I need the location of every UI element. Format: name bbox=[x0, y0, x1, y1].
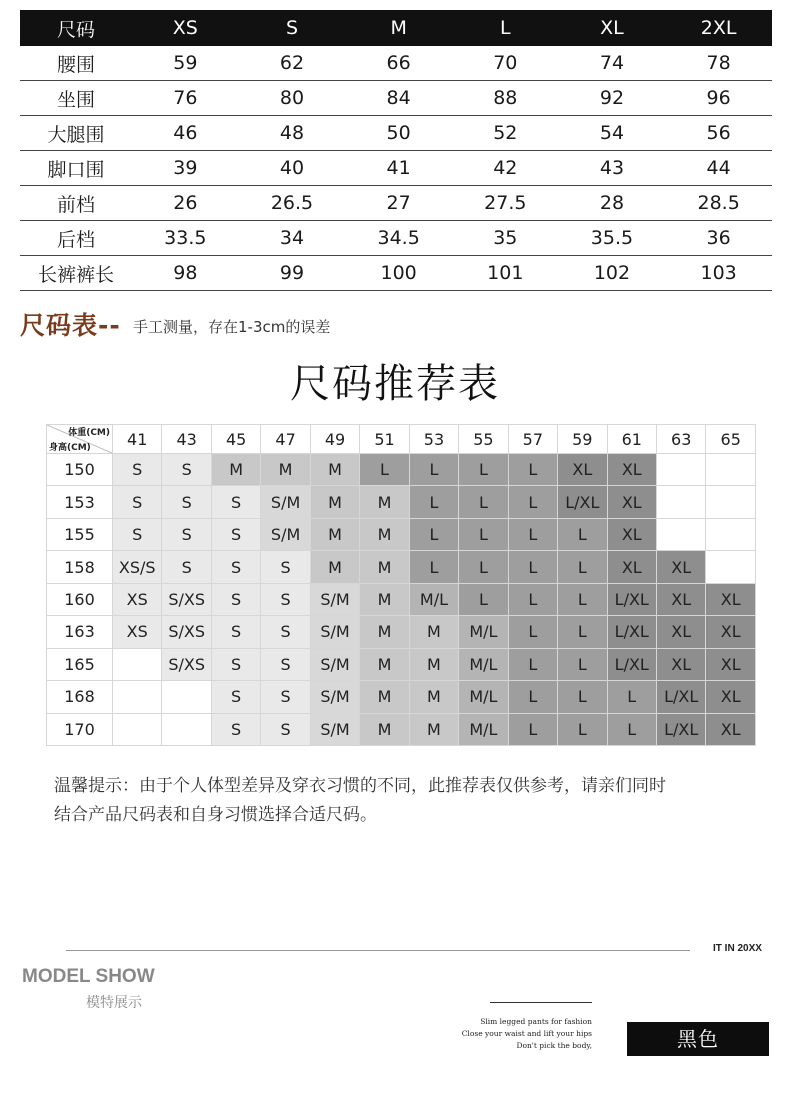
model-show-subtitle: 模特展示 bbox=[86, 995, 142, 1011]
recommend-cell bbox=[162, 713, 211, 746]
recommend-cell: S/XS bbox=[162, 583, 211, 615]
measurement-value: 100 bbox=[345, 256, 452, 291]
recommend-cell: XL bbox=[706, 616, 756, 648]
recommend-cell bbox=[706, 518, 756, 550]
recommend-cell: XL bbox=[656, 616, 705, 648]
recommend-cell: S/M bbox=[310, 713, 359, 746]
recommend-cell: M bbox=[360, 681, 409, 713]
recommend-cell: S bbox=[162, 518, 211, 550]
recommend-cell: XL bbox=[706, 648, 756, 680]
recommend-row bbox=[47, 551, 756, 583]
measurement-value: 54 bbox=[559, 116, 666, 151]
recommend-cell: M/L bbox=[409, 583, 458, 615]
recommend-cell: M bbox=[360, 648, 409, 680]
recommend-cell: M/L bbox=[459, 648, 508, 680]
measurement-label: 脚口围 bbox=[20, 151, 132, 186]
size-header-cell: L bbox=[452, 10, 559, 46]
measurement-value: 76 bbox=[132, 81, 239, 116]
recommend-cell: L bbox=[508, 583, 557, 615]
recommend-cell: L bbox=[360, 454, 409, 486]
measurement-value: 88 bbox=[452, 81, 559, 116]
recommend-cell bbox=[162, 681, 211, 713]
measurement-value: 40 bbox=[239, 151, 346, 186]
recommend-cell: L bbox=[607, 681, 656, 713]
size-chart-label: 尺码表-- bbox=[20, 311, 121, 340]
recommend-cell: L bbox=[558, 616, 607, 648]
size-table-row bbox=[20, 46, 772, 81]
measurement-value: 43 bbox=[559, 151, 666, 186]
measurement-value: 96 bbox=[665, 81, 772, 116]
recommend-cell: XS bbox=[113, 616, 162, 648]
measurement-value: 62 bbox=[239, 46, 346, 81]
recommend-cell: L bbox=[508, 454, 557, 486]
recommend-cell: L bbox=[459, 551, 508, 583]
recommend-row bbox=[47, 454, 756, 486]
weight-header: 57 bbox=[508, 425, 557, 454]
color-label: 黑色 bbox=[627, 1022, 769, 1056]
size-header-cell: M bbox=[345, 10, 452, 46]
measurement-value: 48 bbox=[239, 116, 346, 151]
recommend-cell: S bbox=[113, 454, 162, 486]
recommend-cell: L bbox=[459, 518, 508, 550]
recommend-cell: XL bbox=[706, 583, 756, 615]
recommend-row bbox=[47, 518, 756, 550]
measurement-value: 99 bbox=[239, 256, 346, 291]
slogan-divider bbox=[490, 1002, 592, 1003]
recommend-cell: L bbox=[409, 454, 458, 486]
recommend-row bbox=[47, 486, 756, 518]
recommend-cell bbox=[113, 713, 162, 746]
weight-header: 65 bbox=[706, 425, 756, 454]
recommend-cell: S bbox=[162, 486, 211, 518]
weight-axis-label: 体重(CM) bbox=[68, 428, 110, 438]
size-header-cell: S bbox=[239, 10, 346, 46]
measurement-label: 前档 bbox=[20, 186, 132, 221]
measurement-value: 70 bbox=[452, 46, 559, 81]
recommend-cell: M bbox=[360, 518, 409, 550]
recommend-cell: L bbox=[508, 713, 557, 746]
size-header-cell: 尺码 bbox=[20, 10, 132, 46]
measurement-value: 59 bbox=[132, 46, 239, 81]
height-header: 170 bbox=[47, 713, 113, 746]
measurement-value: 27 bbox=[345, 186, 452, 221]
height-header: 150 bbox=[47, 454, 113, 486]
size-header-cell: XL bbox=[559, 10, 666, 46]
grid-corner bbox=[47, 425, 113, 454]
size-header-cell: 2XL bbox=[665, 10, 772, 46]
recommend-cell: L bbox=[409, 486, 458, 518]
recommend-cell: S bbox=[211, 518, 260, 550]
measurement-value: 27.5 bbox=[452, 186, 559, 221]
measurement-value: 80 bbox=[239, 81, 346, 116]
weight-header-row bbox=[47, 425, 756, 454]
recommend-cell: XL bbox=[706, 681, 756, 713]
size-table-row bbox=[20, 151, 772, 186]
recommend-cell: L bbox=[558, 713, 607, 746]
measurement-value: 34.5 bbox=[345, 221, 452, 256]
recommend-cell: M bbox=[360, 616, 409, 648]
recommend-cell: M bbox=[360, 486, 409, 518]
measurement-note: 手工测量，存在1-3cm的误差 bbox=[133, 318, 331, 336]
slogan-line: Close your waist and lift your hips bbox=[461, 1029, 592, 1038]
recommend-cell: S/M bbox=[310, 616, 359, 648]
recommend-cell: M bbox=[310, 551, 359, 583]
recommend-cell: M bbox=[360, 713, 409, 746]
weight-header: 55 bbox=[459, 425, 508, 454]
measurement-value: 74 bbox=[559, 46, 666, 81]
measurement-value: 84 bbox=[345, 81, 452, 116]
recommend-cell: XL bbox=[607, 551, 656, 583]
size-table-row bbox=[20, 221, 772, 256]
recommend-cell: S/M bbox=[310, 648, 359, 680]
recommend-cell: XL bbox=[656, 648, 705, 680]
recommend-cell bbox=[656, 518, 705, 550]
slogan-line: Slim legged pants for fashion bbox=[480, 1017, 592, 1026]
recommend-cell: XL bbox=[706, 713, 756, 746]
recommend-cell bbox=[706, 551, 756, 583]
size-recommend-grid bbox=[46, 424, 756, 746]
tip-line: 温馨提示：由于个人体型差异及穿衣习惯的不同，此推荐表仅供参考，请亲们同时 bbox=[54, 776, 666, 796]
recommend-cell: S bbox=[211, 648, 260, 680]
recommend-cell: S bbox=[211, 681, 260, 713]
recommend-cell: S bbox=[162, 454, 211, 486]
tip-text bbox=[54, 772, 754, 830]
recommend-cell: S bbox=[162, 551, 211, 583]
measurement-value: 101 bbox=[452, 256, 559, 291]
measurement-value: 78 bbox=[665, 46, 772, 81]
recommend-cell: S bbox=[211, 486, 260, 518]
recommend-cell: S bbox=[261, 616, 310, 648]
weight-header: 51 bbox=[360, 425, 409, 454]
recommend-cell: M bbox=[310, 518, 359, 550]
size-table-row bbox=[20, 186, 772, 221]
measurement-label: 坐围 bbox=[20, 81, 132, 116]
recommend-cell: S/XS bbox=[162, 648, 211, 680]
height-header: 165 bbox=[47, 648, 113, 680]
recommend-cell: L/XL bbox=[656, 713, 705, 746]
tip-line: 结合产品尺码表和自身习惯选择合适尺码。 bbox=[54, 805, 377, 825]
recommend-cell: L/XL bbox=[656, 681, 705, 713]
recommend-cell: S/M bbox=[261, 518, 310, 550]
recommend-cell: S bbox=[261, 713, 310, 746]
measurement-value: 102 bbox=[559, 256, 666, 291]
recommend-cell: L bbox=[459, 454, 508, 486]
weight-header: 45 bbox=[211, 425, 260, 454]
recommend-cell: L/XL bbox=[607, 648, 656, 680]
recommend-cell: L bbox=[558, 518, 607, 550]
measurement-value: 28.5 bbox=[665, 186, 772, 221]
recommend-cell: L/XL bbox=[607, 583, 656, 615]
recommend-cell: XL bbox=[656, 551, 705, 583]
measurement-value: 28 bbox=[559, 186, 666, 221]
height-header: 158 bbox=[47, 551, 113, 583]
measurement-value: 56 bbox=[665, 116, 772, 151]
measurement-value: 41 bbox=[345, 151, 452, 186]
height-header: 160 bbox=[47, 583, 113, 615]
recommend-cell: M bbox=[360, 583, 409, 615]
recommend-row bbox=[47, 648, 756, 680]
measurement-value: 26.5 bbox=[239, 186, 346, 221]
measurement-label: 大腿围 bbox=[20, 116, 132, 151]
recommend-cell bbox=[656, 486, 705, 518]
recommend-cell bbox=[706, 486, 756, 518]
height-header: 153 bbox=[47, 486, 113, 518]
recommend-cell: L bbox=[508, 518, 557, 550]
measurement-label: 腰围 bbox=[20, 46, 132, 81]
measurement-value: 42 bbox=[452, 151, 559, 186]
size-table-header bbox=[20, 10, 772, 46]
recommend-cell: S bbox=[261, 681, 310, 713]
it-label: IT IN 20XX bbox=[713, 943, 762, 954]
recommend-cell: M/L bbox=[459, 616, 508, 648]
measurement-value: 98 bbox=[132, 256, 239, 291]
recommend-cell: L bbox=[607, 713, 656, 746]
recommend-cell: L bbox=[508, 681, 557, 713]
measurement-value: 26 bbox=[132, 186, 239, 221]
recommend-cell: L/XL bbox=[607, 616, 656, 648]
recommend-cell: L bbox=[558, 681, 607, 713]
weight-header: 61 bbox=[607, 425, 656, 454]
measurement-value: 52 bbox=[452, 116, 559, 151]
recommend-row bbox=[47, 681, 756, 713]
measurement-value: 103 bbox=[665, 256, 772, 291]
measurement-value: 34 bbox=[239, 221, 346, 256]
weight-header: 59 bbox=[558, 425, 607, 454]
recommend-cell bbox=[113, 681, 162, 713]
recommend-cell: M bbox=[409, 713, 458, 746]
recommend-cell: M bbox=[310, 486, 359, 518]
recommend-cell: S bbox=[211, 616, 260, 648]
measurement-value: 92 bbox=[559, 81, 666, 116]
recommend-cell: S/M bbox=[310, 583, 359, 615]
recommend-cell: M bbox=[409, 648, 458, 680]
recommend-row bbox=[47, 583, 756, 615]
recommend-cell: S bbox=[211, 551, 260, 583]
recommend-cell: M bbox=[310, 454, 359, 486]
slogan-line: Don't pick the body, bbox=[516, 1041, 592, 1050]
recommend-cell: XL bbox=[656, 583, 705, 615]
recommend-cell: M bbox=[211, 454, 260, 486]
measurement-value: 50 bbox=[345, 116, 452, 151]
size-table-row bbox=[20, 256, 772, 291]
recommend-cell bbox=[113, 648, 162, 680]
measurement-label: 后档 bbox=[20, 221, 132, 256]
divider bbox=[66, 950, 690, 951]
recommend-cell: M bbox=[360, 551, 409, 583]
recommend-cell: M bbox=[409, 681, 458, 713]
recommend-cell: L bbox=[558, 551, 607, 583]
slogan bbox=[440, 1016, 592, 1052]
recommend-cell: L bbox=[409, 551, 458, 583]
recommend-cell bbox=[706, 454, 756, 486]
weight-header: 49 bbox=[310, 425, 359, 454]
size-table-row bbox=[20, 116, 772, 151]
recommend-cell: L bbox=[459, 583, 508, 615]
recommend-cell: L bbox=[459, 486, 508, 518]
weight-header: 63 bbox=[656, 425, 705, 454]
measurement-label: 长裤裤长 bbox=[20, 256, 132, 291]
measurement-value: 35.5 bbox=[559, 221, 666, 256]
recommend-cell: L bbox=[508, 616, 557, 648]
recommend-cell: L bbox=[508, 551, 557, 583]
recommend-cell: L bbox=[508, 486, 557, 518]
recommend-cell: L/XL bbox=[558, 486, 607, 518]
weight-header: 41 bbox=[113, 425, 162, 454]
recommend-title: 尺码推荐表 bbox=[290, 361, 500, 407]
measurement-value: 36 bbox=[665, 221, 772, 256]
recommend-cell: S bbox=[261, 583, 310, 615]
recommend-cell: S bbox=[211, 583, 260, 615]
recommend-row bbox=[47, 713, 756, 746]
recommend-cell: M/L bbox=[459, 713, 508, 746]
recommend-cell: XL bbox=[558, 454, 607, 486]
height-header: 168 bbox=[47, 681, 113, 713]
recommend-cell: L bbox=[558, 583, 607, 615]
measurement-value: 46 bbox=[132, 116, 239, 151]
recommend-cell: S bbox=[113, 518, 162, 550]
recommend-cell: S bbox=[261, 551, 310, 583]
size-header-cell: XS bbox=[132, 10, 239, 46]
recommend-cell: M/L bbox=[459, 681, 508, 713]
recommend-cell: L bbox=[508, 648, 557, 680]
size-table bbox=[20, 10, 772, 291]
recommend-cell: S bbox=[113, 486, 162, 518]
measurement-value: 33.5 bbox=[132, 221, 239, 256]
weight-header: 47 bbox=[261, 425, 310, 454]
recommend-cell: XL bbox=[607, 486, 656, 518]
recommend-cell: S/XS bbox=[162, 616, 211, 648]
weight-header: 53 bbox=[409, 425, 458, 454]
height-header: 155 bbox=[47, 518, 113, 550]
recommend-cell: S bbox=[261, 648, 310, 680]
recommend-cell bbox=[656, 454, 705, 486]
model-show-title: MODEL SHOW bbox=[22, 966, 155, 987]
measurement-value: 39 bbox=[132, 151, 239, 186]
measurement-value: 44 bbox=[665, 151, 772, 186]
recommend-cell: L bbox=[558, 648, 607, 680]
recommend-cell: L bbox=[409, 518, 458, 550]
recommend-cell: M bbox=[261, 454, 310, 486]
recommend-row bbox=[47, 616, 756, 648]
height-header: 163 bbox=[47, 616, 113, 648]
recommend-cell: M bbox=[409, 616, 458, 648]
recommend-cell: XS bbox=[113, 583, 162, 615]
recommend-cell: XS/S bbox=[113, 551, 162, 583]
recommend-cell: S/M bbox=[310, 681, 359, 713]
measurement-value: 35 bbox=[452, 221, 559, 256]
recommend-cell: S bbox=[211, 713, 260, 746]
weight-header: 43 bbox=[162, 425, 211, 454]
size-table-row bbox=[20, 81, 772, 116]
height-axis-label: 身高(CM) bbox=[49, 443, 91, 453]
measurement-value: 66 bbox=[345, 46, 452, 81]
recommend-cell: S/M bbox=[261, 486, 310, 518]
recommend-cell: XL bbox=[607, 454, 656, 486]
recommend-cell: XL bbox=[607, 518, 656, 550]
